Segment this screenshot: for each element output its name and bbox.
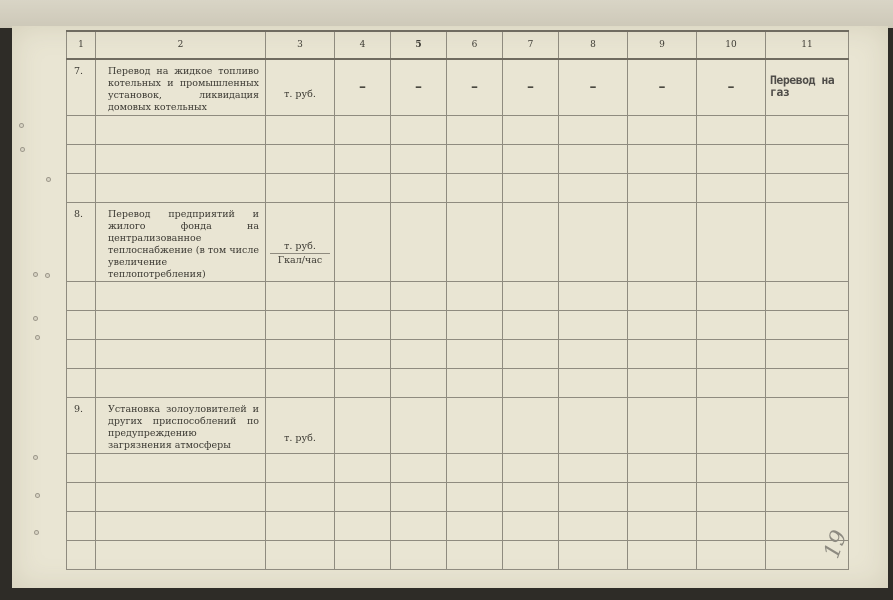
col-header-3: 3 xyxy=(266,31,335,59)
handwritten-page-number: 19 xyxy=(819,527,853,562)
col-header-9: 9 xyxy=(628,31,697,59)
row-unit: т. руб. xyxy=(266,59,335,115)
row-number: 9. xyxy=(67,397,96,453)
table-cell: – xyxy=(391,59,447,115)
table-cell: – xyxy=(335,59,391,115)
table-cell: – xyxy=(447,59,503,115)
col-header-1: 1 xyxy=(67,31,96,59)
unit-bottom: Гкал/час xyxy=(277,254,323,266)
table-cell: – xyxy=(503,59,559,115)
table-row xyxy=(67,339,849,368)
table-row xyxy=(67,540,849,569)
table-row xyxy=(67,59,849,115)
row-unit xyxy=(266,202,335,281)
row-unit: т. руб. xyxy=(266,397,335,453)
row-description: Перевод на жидкое топливо котельных и промышленных установок, ликвидация домовых котельных xyxy=(96,59,266,115)
unit-top: т. руб. xyxy=(270,241,330,254)
table-row xyxy=(67,173,849,202)
table-row xyxy=(67,482,849,511)
table-cell: – xyxy=(628,59,697,115)
col-header-11: 11 xyxy=(766,31,849,59)
col-header-8: 8 xyxy=(559,31,628,59)
col-header-6: 6 xyxy=(447,31,503,59)
row-number: 8. xyxy=(67,202,96,281)
table-row xyxy=(67,397,849,453)
table-row xyxy=(67,144,849,173)
table-row xyxy=(67,202,849,281)
table-row xyxy=(67,281,849,310)
col-header-10: 10 xyxy=(697,31,766,59)
col-header-7: 7 xyxy=(503,31,559,59)
table-row xyxy=(67,453,849,482)
col-header-4: 4 xyxy=(335,31,391,59)
table-row xyxy=(67,310,849,339)
stamp-note: Перевод на газ xyxy=(766,59,849,115)
table-row xyxy=(67,368,849,397)
measures-table xyxy=(66,30,849,570)
row-description: Перевод предприятий и жилого фонда на централизованное теплоснабжение (в том числе увеличение теплопотребления) xyxy=(96,202,266,281)
table-cell: – xyxy=(559,59,628,115)
table-row xyxy=(67,511,849,540)
row-number: 7. xyxy=(67,59,96,115)
table-row xyxy=(67,115,849,144)
header-row xyxy=(67,31,849,59)
previous-page-edge xyxy=(0,0,893,28)
row-description: Установка золоуловителей и других приспособлений по предупреждению загрязнения атмосферы xyxy=(96,397,266,453)
col-header-5: 5 xyxy=(391,31,447,59)
col-header-2: 2 xyxy=(96,31,266,59)
table-cell: – xyxy=(697,59,766,115)
